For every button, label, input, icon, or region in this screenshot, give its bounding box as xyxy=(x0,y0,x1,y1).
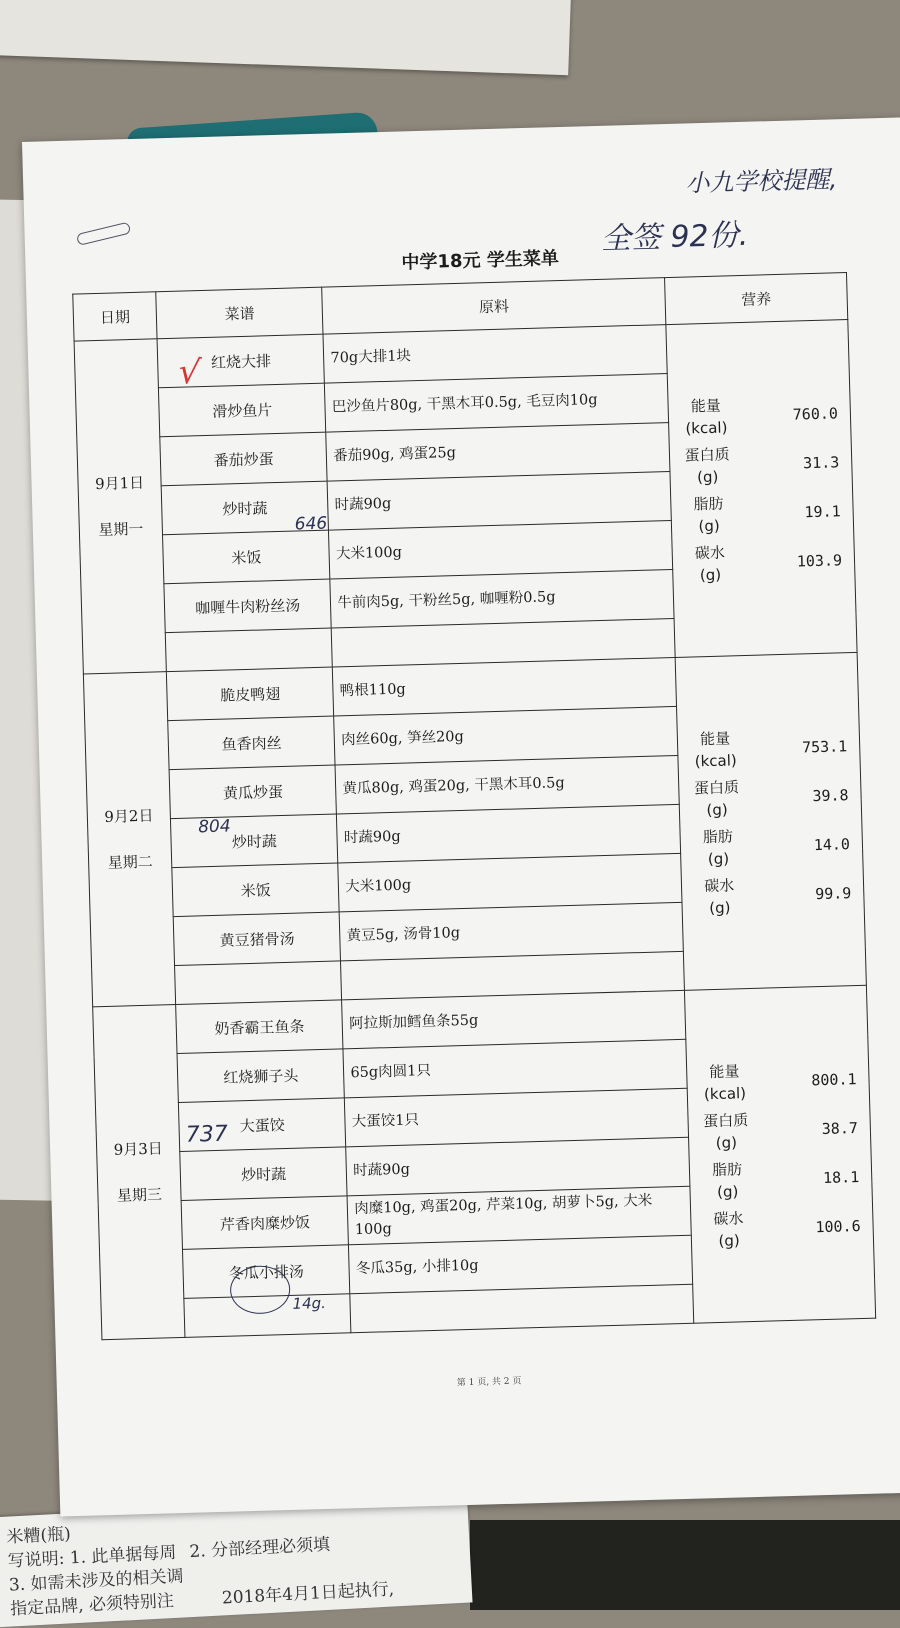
nutrient-unit: (g) xyxy=(718,1230,740,1250)
ingredients: 巴沙鱼片80g, 干黑木耳0.5g, 毛豆肉10g xyxy=(325,374,669,433)
dish-name: 米饭 xyxy=(172,863,340,917)
nutrient-label xyxy=(688,873,751,919)
ingredients: 大米100g xyxy=(338,853,682,912)
nutrient-name: 蛋白质 xyxy=(703,1110,749,1130)
handwritten-count-day2: 804 xyxy=(197,816,231,838)
nutrient-value: 100.6 xyxy=(815,1216,861,1236)
ingredients: 冬瓜35g, 小排10g xyxy=(349,1235,693,1294)
nutrient-label xyxy=(697,1206,760,1252)
ingredients: 牛前肉5g, 干粉丝5g, 咖喱粉0.5g xyxy=(330,569,674,628)
date-cell xyxy=(74,339,166,674)
dish-name: 番茄炒蛋 xyxy=(160,432,328,486)
dish-name: 红烧大排 xyxy=(157,334,325,388)
nutrition-row xyxy=(696,1152,866,1206)
date-cell xyxy=(93,1005,185,1340)
weekday-label: 星期二 xyxy=(107,852,153,872)
ingredients: 大蛋饺1只 xyxy=(345,1088,689,1147)
nutrition-cell xyxy=(666,320,857,658)
nutrient-value: 18.1 xyxy=(822,1167,860,1187)
pen-mark xyxy=(76,222,131,246)
nutrient-unit: (g) xyxy=(707,849,730,868)
ingredients: 鸭根110g xyxy=(333,657,677,716)
nutrient-value: 14.0 xyxy=(813,834,851,854)
nutrient-unit: (kcal) xyxy=(703,1083,747,1103)
nutrient-label xyxy=(675,394,738,440)
dish-name: 鱼香肉丝 xyxy=(168,716,336,770)
notice-line-5: 指定品牌, 必须特别注 xyxy=(9,1591,175,1620)
nutrition-cell xyxy=(675,652,866,990)
ingredients: 时蔬90g xyxy=(337,804,681,863)
ingredients: 时蔬90g xyxy=(327,472,671,531)
nutrient-unit: (g) xyxy=(715,1132,738,1152)
nutrient-name: 脂肪 xyxy=(702,826,734,846)
nutrition-row xyxy=(677,486,847,540)
check-mark: √ xyxy=(176,351,203,394)
blank-cell xyxy=(350,1284,694,1333)
notice-line-6: 2018年4月1日起执行, xyxy=(221,1579,395,1609)
dish-name: 黄瓜炒蛋 xyxy=(169,765,337,819)
handwritten-note-signed: 全签 92份. xyxy=(600,217,749,257)
dish-name: 冬瓜小排汤 xyxy=(183,1245,351,1299)
nutrient-label xyxy=(693,1059,756,1105)
nutrient-label xyxy=(677,492,740,538)
nutrient-name: 碳水 xyxy=(713,1208,744,1228)
ingredients: 65g肉圆1只 xyxy=(343,1039,687,1098)
nutrient-label xyxy=(676,443,739,489)
nutrient-value: 753.1 xyxy=(801,736,848,756)
nutrient-name: 碳水 xyxy=(703,875,735,895)
nutrient-value: 760.0 xyxy=(792,403,839,424)
date-label: 9月1日 xyxy=(94,473,145,494)
dish-name: 米饭 xyxy=(163,530,331,584)
nutrient-label xyxy=(679,541,742,587)
nutrition-row xyxy=(693,1054,863,1108)
dish-name: 黄豆猪骨汤 xyxy=(173,912,341,966)
nutrient-unit: (g) xyxy=(699,565,722,584)
header-dish: 菜谱 xyxy=(156,287,323,339)
date-label: 9月3日 xyxy=(113,1139,164,1159)
nutrient-unit: (kcal) xyxy=(694,750,737,770)
nutrition-row xyxy=(688,868,858,922)
dish-name: 滑炒鱼片 xyxy=(159,383,327,437)
nutrient-unit: (g) xyxy=(708,898,731,917)
dish-name: 红烧狮子头 xyxy=(177,1049,345,1103)
ingredients: 黄瓜80g, 鸡蛋20g, 干黑木耳0.5g xyxy=(335,755,679,814)
nutrient-name: 脂肪 xyxy=(711,1159,743,1179)
nutrient-value: 800.1 xyxy=(811,1069,857,1089)
dish-name: 奶香霸王鱼条 xyxy=(176,1000,344,1054)
notice-line-4: 3. 如需未涉及的相关调 xyxy=(8,1566,184,1596)
nutrient-name: 蛋白质 xyxy=(693,777,740,797)
notice-line-2: 写说明: 1. 此单据每周 xyxy=(7,1542,177,1572)
header-nutrition: 营养 xyxy=(665,273,848,325)
dish-name: 芹香肉糜炒饭 xyxy=(181,1196,349,1250)
nutrient-unit: (kcal) xyxy=(685,417,728,438)
nutrient-label xyxy=(687,824,750,870)
nutrient-label xyxy=(696,1157,759,1203)
nutrient-name: 能量 xyxy=(690,396,722,415)
nutrient-unit: (g) xyxy=(716,1181,739,1201)
ingredients: 番茄90g, 鸡蛋25g xyxy=(326,423,670,482)
nutrition-row xyxy=(684,721,854,775)
nutrient-unit: (g) xyxy=(696,467,719,486)
nutrition-row xyxy=(679,535,849,589)
nutrient-name: 蛋白质 xyxy=(684,444,730,465)
notice-line-1: 米糟(瓶) xyxy=(6,1524,72,1548)
handwritten-note-top: 小九学校提醒, xyxy=(685,165,838,198)
ingredients: 黄豆5g, 汤骨10g xyxy=(339,902,683,961)
header-date: 日期 xyxy=(73,292,157,341)
nutrient-name: 脂肪 xyxy=(693,494,724,513)
date-cell xyxy=(83,672,175,1007)
dark-desk-area xyxy=(470,1520,900,1610)
nutrient-value: 31.3 xyxy=(802,452,840,472)
nutrient-name: 能量 xyxy=(699,728,731,748)
handwritten-count-day1: 646 xyxy=(294,513,328,535)
page-title: 中学18元 学生菜单 xyxy=(401,248,560,274)
nutrient-unit: (g) xyxy=(698,516,721,535)
weekday-label: 星期三 xyxy=(116,1185,163,1205)
nutrient-value: 38.7 xyxy=(821,1118,859,1138)
background-paper-top xyxy=(0,0,571,75)
nutrition-row xyxy=(676,437,846,491)
dish-name: 炒时蔬 xyxy=(171,814,339,868)
dish-name: 炒时蔬 xyxy=(161,481,329,535)
nutrient-value: 39.8 xyxy=(812,785,849,805)
nutrition-row xyxy=(697,1201,867,1255)
header-ingredients: 原料 xyxy=(322,278,666,335)
handwritten-soup-note: 14g. xyxy=(292,1293,327,1313)
dish-name: 脆皮鸭翅 xyxy=(166,667,334,721)
nutrition-row xyxy=(686,819,856,873)
weekday-label: 星期一 xyxy=(98,519,144,540)
menu-sheet xyxy=(22,117,900,1516)
nutrient-name: 碳水 xyxy=(694,543,726,562)
nutrient-value: 99.9 xyxy=(814,883,852,903)
nutrition-row xyxy=(694,1103,864,1157)
nutrient-unit: (g) xyxy=(706,800,728,819)
nutrient-label xyxy=(694,1108,757,1154)
blank-cell xyxy=(165,628,332,672)
nutrient-label xyxy=(685,775,748,821)
ingredients: 大米100g xyxy=(329,521,673,580)
date-label: 9月2日 xyxy=(104,806,154,826)
nutrient-label xyxy=(684,727,747,773)
ingredients: 肉糜10g, 鸡蛋20g, 芹菜10g, 胡萝卜5g, 大米100g xyxy=(347,1186,691,1245)
blank-cell xyxy=(175,961,342,1005)
nutrient-name: 能量 xyxy=(709,1061,740,1081)
nutrition-cell xyxy=(685,985,876,1323)
dish-name: 咖喱牛肉粉丝汤 xyxy=(164,579,332,633)
ingredients: 肉丝60g, 笋丝20g xyxy=(334,706,678,765)
nutrient-value: 103.9 xyxy=(796,550,843,571)
dish-name: 炒时蔬 xyxy=(180,1147,348,1201)
ingredients: 时蔬90g xyxy=(346,1137,690,1196)
ingredients: 阿拉斯加鳕鱼条55g xyxy=(342,990,686,1049)
nutrition-row xyxy=(674,388,844,442)
ingredients: 70g大排1块 xyxy=(323,325,667,384)
page-footer: 第 1 页, 共 2 页 xyxy=(456,1376,522,1389)
dish-name: 大蛋饺 xyxy=(178,1098,346,1152)
menu-table xyxy=(72,272,876,1340)
handwritten-count-day3: 737 xyxy=(185,1121,229,1148)
notice-line-3: 2. 分部经理必须填 xyxy=(189,1534,331,1563)
nutrition-row xyxy=(685,770,855,824)
nutrient-value: 19.1 xyxy=(804,501,841,521)
